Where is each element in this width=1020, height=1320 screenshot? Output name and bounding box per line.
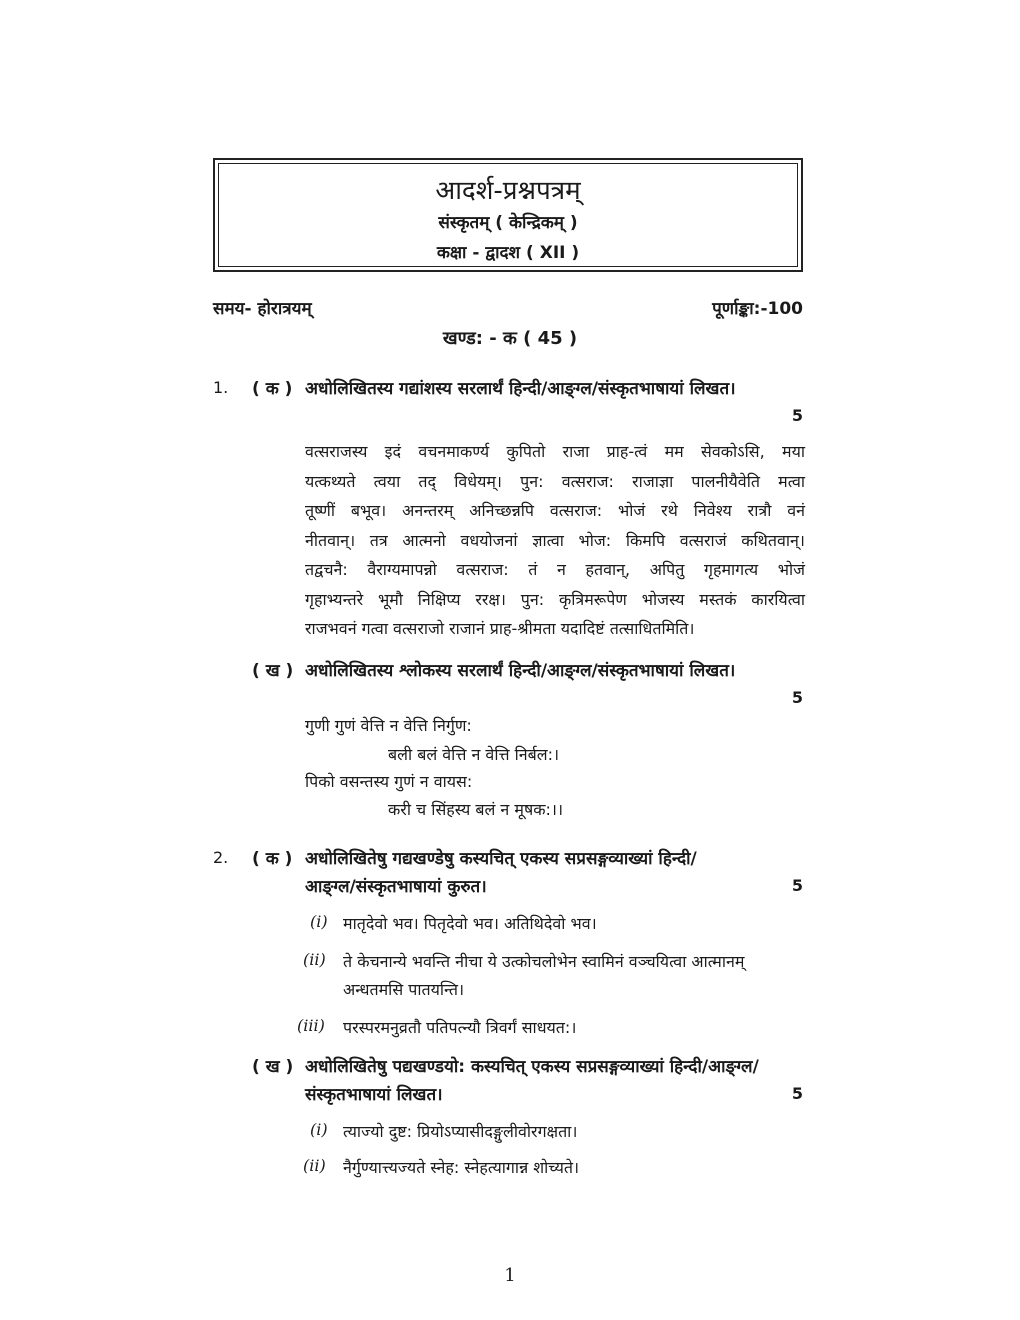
passage-line: यत्कथ्यते त्वया तद् विधेयम्। पुन: वत्सराज: राजाज्ञा पालनीयैवेति मत्वा — [305, 471, 805, 491]
item-text: परस्परमनुव्रतौ पतिपत्न्यौ त्रिवर्गं साधयत:। — [343, 1018, 577, 1037]
q2a-label: ( क ) — [252, 849, 293, 869]
q1a-label: ( क ) — [252, 379, 293, 399]
q2b-marks: 5 — [791, 1084, 803, 1103]
q1a-passage — [305, 437, 805, 644]
q2b-label: ( ख ) — [252, 1057, 294, 1077]
full-marks-label: पूर्णाङ्का:-100 — [712, 299, 803, 319]
q1b-instruction: अधोलिखितस्य श्लोकस्य सरलार्थं हिन्दी/आङ्ग्ल/संस्कृतभाषायां लिखत। — [305, 661, 736, 681]
passage-line: नीतवान्। तत्र आत्मनो वधयोजनां ज्ञात्वा भोज: किमपि वत्सराजं कथितवान्। — [305, 530, 805, 550]
q2b-instruction-line2: संस्कृतभाषायां लिखत। — [305, 1085, 443, 1105]
verse-line: पिको वसन्तस्य गुणं न वायस: — [305, 772, 473, 791]
item-number: (i) — [310, 1120, 328, 1139]
verse-line: करी च सिंहस्य बलं न मूषक:।। — [388, 800, 564, 819]
class-line: कक्षा - द्वादश ( XII ) — [436, 243, 580, 263]
header-box — [213, 158, 803, 272]
verse-line: बली बलं वेत्ति न वेत्ति निर्बल:। — [388, 745, 560, 764]
section-heading: खण्ड: - क ( 45 ) — [442, 328, 578, 349]
q1b-marks: 5 — [791, 688, 803, 707]
page-number: 1 — [504, 1265, 516, 1286]
item-text-continued: अन्धतमसि पातयन्ति। — [343, 980, 465, 999]
passage-line: तूष्णीं बभूव। अनन्तरम् अनिच्छन्नपि वत्सराज: भोजं रथे निवेश्य रात्रौ वनं — [305, 501, 805, 520]
item-number: (ii) — [303, 950, 326, 969]
q2-number: 2. — [213, 848, 229, 867]
q2b-instruction-line1: अधोलिखितेषु पद्यखण्डयो: कस्यचित् एकस्य सप्रसङ्गव्याख्यां हिन्दी/आङ्ग्ल/ — [305, 1057, 759, 1077]
q2a-instruction-line2: आङ्ग्ल/संस्कृतभाषायां कुरुत। — [305, 877, 487, 897]
item-number: (i) — [310, 912, 328, 931]
item-number: (ii) — [303, 1156, 326, 1175]
q2a-marks: 5 — [791, 876, 803, 895]
passage-line: राजभवनं गत्वा वत्सराजो राजानं प्राह-श्रीमता यदादिष्टं तत्साधितमिति। — [305, 619, 695, 638]
passage-line: वत्सराजस्य इदं वचनमाकर्ण्य कुपितो राजा प्राह-त्वं मम सेवकोऽसि, मया — [305, 442, 805, 461]
paper-title: आदर्श-प्रश्नपत्रम् — [435, 176, 581, 206]
subject-line: संस्कृतम् ( केन्द्रिकम् ) — [438, 213, 578, 233]
header-inner-border — [218, 163, 798, 267]
q1a-marks: 5 — [791, 406, 803, 425]
item-text: त्याज्यो दुष्ट: प्रियोऽप्यासीदङ्गुलीवोरगक्षता। — [343, 1122, 578, 1141]
passage-line: गृहाभ्यन्तरे भूमौ निक्षिप्य ररक्ष। पुन: कृत्रिमरूपेण भोजस्य मस्तकं कारयित्वा — [305, 589, 805, 609]
q1b-label: ( ख ) — [252, 661, 294, 681]
q1a-instruction: अधोलिखितस्य गद्यांशस्य सरलार्थं हिन्दी/आङ्ग्ल/संस्कृतभाषायां लिखत। — [305, 379, 736, 399]
item-text: मातृदेवो भव। पितृदेवो भव। अतिथिदेवो भव। — [343, 914, 597, 933]
item-text: नैर्गुण्यात्त्यज्यते स्नेह: स्नेहत्यागान्न शोच्यते। — [343, 1158, 580, 1177]
time-label: समय- होरात्रयम् — [213, 299, 312, 319]
q2a-instruction-line1: अधोलिखितेषु गद्यखण्डेषु कस्यचित् एकस्य सप्रसङ्गव्याख्यां हिन्दी/ — [305, 849, 697, 869]
passage-line: तद्वचनै: वैराग्यमापन्नो वत्सराज: तं न हतवान्, अपितु गृहमागत्य भोजं — [305, 560, 805, 579]
item-text: ते केचनान्ये भवन्ति नीचा ये उत्कोचलोभेन स्वामिनं वञ्चयित्वा आत्मानम् — [343, 952, 745, 971]
verse-line: गुणी गुणं वेत्ति न वेत्ति निर्गुण: — [305, 716, 472, 735]
q1-number: 1. — [213, 378, 229, 397]
item-number: (iii) — [297, 1016, 325, 1035]
